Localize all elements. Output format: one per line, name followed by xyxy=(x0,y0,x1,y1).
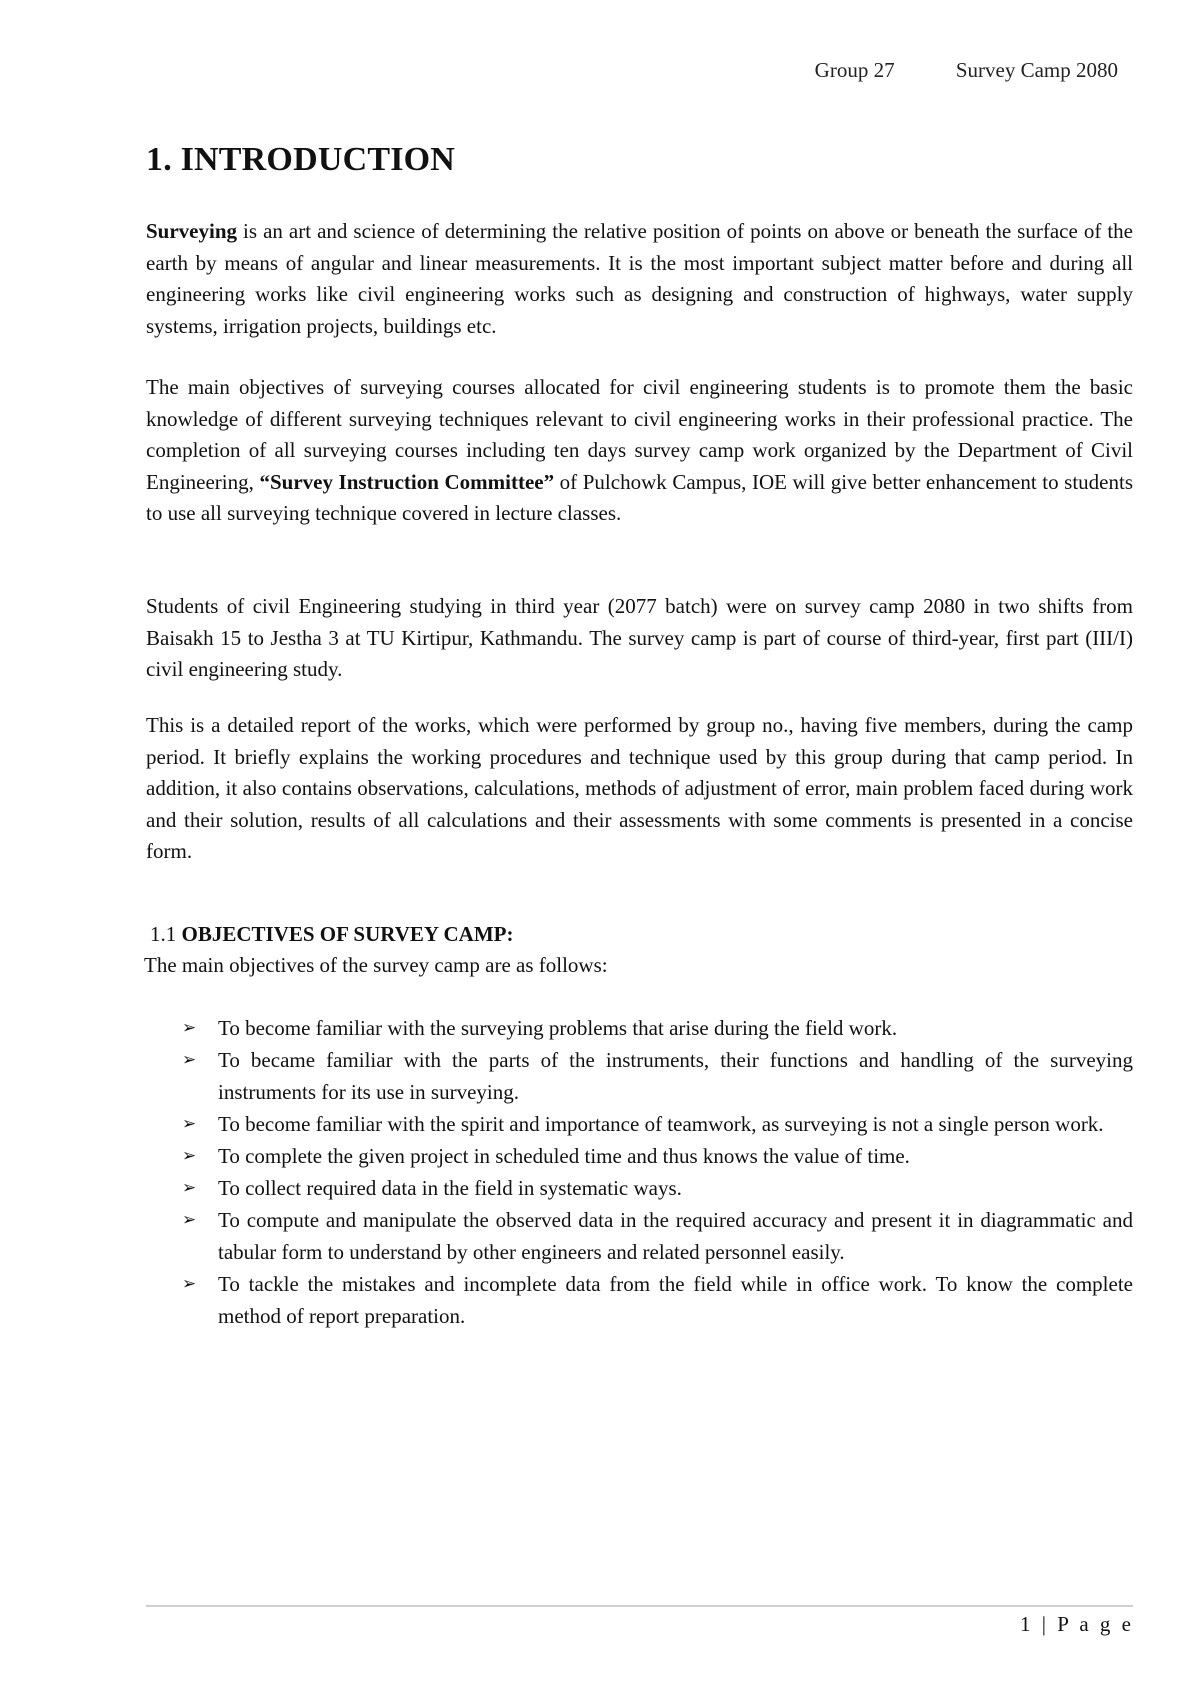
paragraph-camp-schedule: Students of civil Engineering studying in third year (2077 batch) were on survey camp 2080 in two shifts from Baisakh 15 to Jestha 3 at TU Kirtipur, Kathmandu. The survey camp is part of course of third-year, first part (III/I) civil engineering study. xyxy=(146,594,1133,681)
committee-name: “Survey Instruction Committee” xyxy=(259,469,555,494)
list-item-text: To tackle the mistakes and incomplete data from the field while in office work. To know the complete method of report preparation. xyxy=(218,1272,1133,1328)
header-camp: Survey Camp 2080 xyxy=(955,58,1118,82)
page-number: 1 | P a g e xyxy=(1020,1612,1134,1636)
footer-divider xyxy=(146,1605,1133,1607)
list-item-text: To became familiar with the parts of the instruments, their functions and handling of the surveying instruments for its use in surveying. xyxy=(218,1048,1133,1104)
list-item-text: To become familiar with the surveying problems that arise during the field work. xyxy=(218,1016,898,1040)
courses-text-before: The main objectives of surveying courses allocated for civil engineering students is to promote them the basic knowledge of different surveying techniques relevant to civil engineering works in their professional practice. The completion of all surveying courses including ten days survey camp work organized by the Department of Civil Engineering, xyxy=(146,375,1133,494)
list-item-text: To become familiar with the spirit and importance of teamwork, as surveying is not a single person work. xyxy=(218,1112,1104,1136)
paragraph-surveying-definition xyxy=(146,216,1133,342)
list-item-text: To compute and manipulate the observed data in the required accuracy and present it in diagrammatic and tabular form to understand by other engineers and related personnel easily. xyxy=(218,1208,1133,1264)
page-header xyxy=(815,58,1118,83)
arrow-bullet-icon: ➢ xyxy=(182,1114,197,1134)
subsection-title: OBJECTIVES OF SURVEY CAMP: xyxy=(181,922,514,946)
subsection-number: 1.1 xyxy=(150,922,182,946)
list-item xyxy=(182,1044,1133,1108)
arrow-bullet-icon: ➢ xyxy=(182,1146,197,1166)
objectives-list xyxy=(182,1012,1133,1332)
courses-text-after: of Pulchowk Campus, IOE will give better enhancement to students to use all surveying technique covered in lecture classes. xyxy=(146,469,1133,525)
arrow-bullet-icon: ➢ xyxy=(182,1210,197,1230)
surveying-definition-text: is an art and science of determining the relative position of points on above or beneath the surface of the earth by means of angular and linear measurements. It is the most important subject matter before and during all engineering works like civil engineering works such as designing and construction of highways, water supply systems, irrigation projects, buildings etc. xyxy=(146,219,1133,338)
arrow-bullet-icon: ➢ xyxy=(182,1274,197,1294)
arrow-bullet-icon: ➢ xyxy=(182,1050,197,1070)
list-item xyxy=(182,1108,1133,1140)
list-item-text: To complete the given project in scheduled time and thus knows the value of time. xyxy=(218,1144,910,1168)
objectives-intro: The main objectives of the survey camp are as follows: xyxy=(144,953,608,977)
list-item xyxy=(182,1140,1133,1172)
arrow-bullet-icon: ➢ xyxy=(182,1178,197,1198)
list-item xyxy=(182,1172,1133,1204)
list-item xyxy=(182,1204,1133,1268)
surveying-term: Surveying xyxy=(146,219,238,243)
arrow-bullet-icon: ➢ xyxy=(182,1018,197,1038)
header-group: Group 27 xyxy=(814,58,895,82)
list-item-text: To collect required data in the field in systematic ways. xyxy=(218,1176,682,1200)
paragraph-report-summary: This is a detailed report of the works, which were performed by group no., having five members, during the camp period. It briefly explains the working procedures and technique used by this group during that camp period. In addition, it also contains observations, calculations, methods of adjustment of error, main problem faced during work and their solution, results of all calculations and their assessments with some comments is presented in a concise form. xyxy=(146,713,1133,863)
subsection-heading xyxy=(150,922,513,947)
paragraph-objectives-courses xyxy=(146,372,1133,530)
list-item xyxy=(182,1268,1133,1332)
list-item xyxy=(182,1012,1133,1044)
section-title: 1. INTRODUCTION xyxy=(146,141,456,178)
